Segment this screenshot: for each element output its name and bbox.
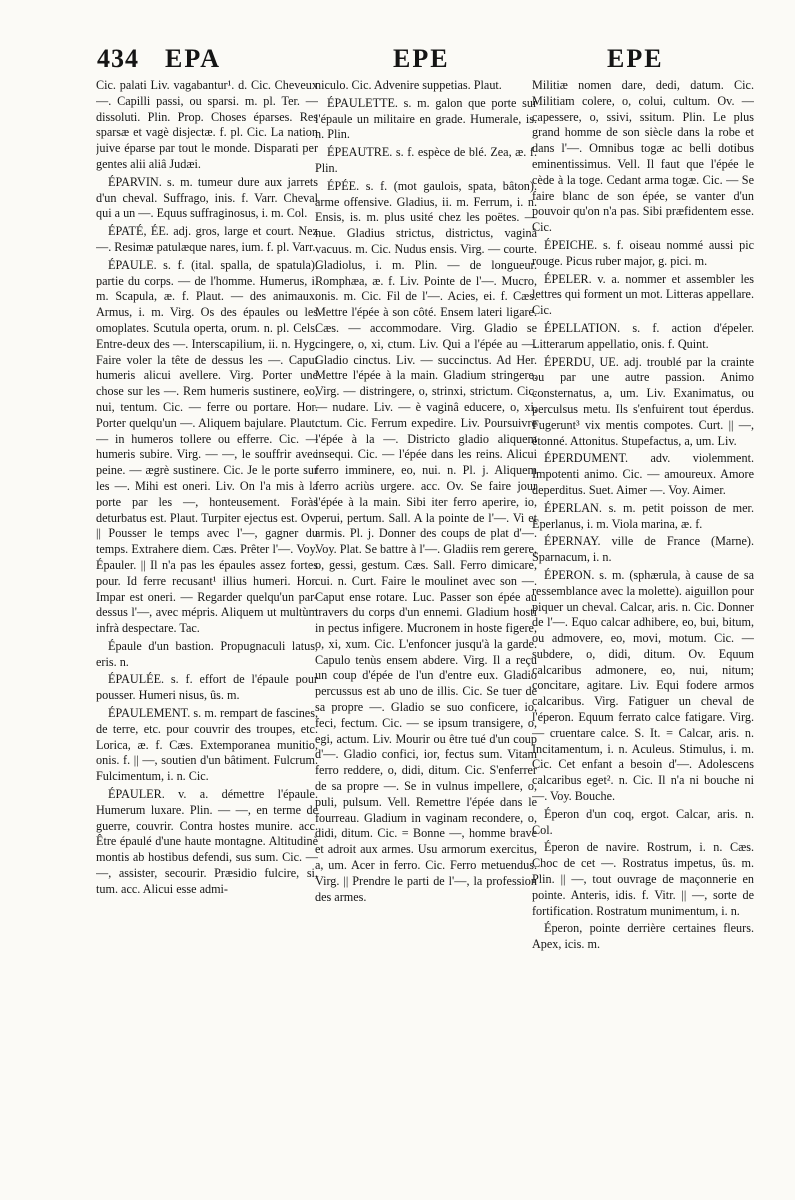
dictionary-entry: ÉPEAUTRE. s. f. espèce de blé. Zea, æ. f. Plin. [315, 145, 537, 175]
dictionary-entry: ÉPELLATION. s. f. action d'épeler. Litterarum appellatio, onis. f. Quint. [532, 320, 754, 351]
dictionary-entry: ÉPAULÉE. s. f. effort de l'épaule pour pousser. Humeri nisus, ûs. m. [96, 672, 318, 703]
column-1 [96, 78, 318, 1178]
dictionary-entry: ÉPERNAY. ville de France (Marne). Sparnacum, i. n. [532, 534, 754, 565]
dictionary-entry: ÉPÉE. s. f. (mot gaulois, spata, bâton). arme offensive. Gladius, ii. m. Ferrum, i. n. Ensis, is. m. plus usité chez les poëtes. — nue. Gladius strictus, districtus, vaginâ vacuus. m. Cic. Nudus ensis. Virg. — courte. Gladiolus, i. m. Plin. — de longueur. Romphæa, æ. f. Liv. Pointe de l'—. Mucro, onis. m. Cic. Fil de l'—. Acies, ei. f. Cæs. Mettre l'épée à son côté. Ensem lateri ligare. Cæs. — accommodare. Virg. Gladio se cingere, o, xi, ctum. Liv. Qui a l'épée au —. Gladio cinctus. Liv. — succinctus. Ad Her. Mettre l'épée à la main. Gladium stringere. Virg. — distringere, o, strinxi, strictum. Cic. — nudare. Liv. — è vaginâ educere, o, xi, ctum. Cic. Ferrum expedire. Liv. Poursuivre l'épée à la —. Districto gladio aliquem insequi. Cic. — l'épée dans les reins. Alicui ferro imminere, eo, nui. n. Pl. j. Aliquem ferro acriùs urgere. acc. Ov. Se faire jour l'épée à la main. Sibi iter ferro aperire, io, perui, pertum. Sall. A la pointe de l'—. Vi et armis. Pl. j. Donner des coups de plat d'—. Voy. Plat. Se battre à l'—. Gladiis rem gerere, o, gessi, gestum. Cæs. Sall. Ferro dimicare, cui. n. Curt. Faire le moulinet avec son —. Caput ense rotare. Luc. Passer son épée au travers du corps d'un ennemi. Gladium hosti in pectus infigere. Mucronem in hoste figere, o, xi, xum. Cic. L'enfoncer jusqu'à la garde. Capulo tenùs ensem abdere. Virg. Il a reçu un coup d'épée de l'un d'entre eux. Gladio percussus est ab uno de illis. Cic. Se tuer de sa propre —. Gladio se suo conficere, io, feci, fectum. Cic. — se ipsum transigere, o, egi, actum. Liv. Mourir ou être tué d'un coup d'—. Gladio confici, ior, fectus sum. Vitam ferro reddere, o, didi, ditum. Cic. S'enferrer de sa propre —. Se in vulnus impellere, o, puli, pulsum. Vell. Remettre l'épée dans le fourreau. Gladium in vaginam recondere, o, didi, ditum. Cic. = Bonne —, homme brave et adroit aux armes. Usu armorum exercitus, a, um. Acer in ferro. Cic. Ferro metuendus. Virg. || Prendre le parti de l'—, la profession des armes. [315, 178, 537, 904]
dictionary-entry: ÉPERDUMENT. adv. violemment. Impotenti animo. Cic. — amoureux. Amore deperditus. Suet. Aimer —. Voy. Aimer. [532, 451, 754, 497]
running-head-left: EPA [165, 44, 222, 73]
page-header [0, 44, 795, 74]
dictionary-entry: ÉPAULETTE. s. m. galon que porte sur l'épaule un militaire en grade. Humerale, is. n. Plin. [315, 95, 537, 142]
dictionary-entry: ÉPERON. s. m. (sphærula, à cause de sa ressemblance avec la molette). aiguillon pour piquer un cheval. Calcar, aris. n. Cic. Donner de l'—. Equo calcar adhibere, eo, bui, bitum, ou admovere, eo, movi, motum. Cic. — subdere, o, didi, ditum. Ov. Equum calcaribus admonere, eo, nui, nitum; concitare, agitare. Liv. Equi fodere armos calcaribus. Virg. Fatiguer un cheval de l'éperon. Equum ferrato calce fatigare. Virg. — cruentare calce. S. It. = Calcar, aris. n. Incitamentum, i. n. Aculeus. Stimulus, i. m. Cic. Cet enfant a besoin d'—. Adolescens calcaribus eget². n. Cic. Il n'a ni bouche ni —. Voy. Bouche. [532, 567, 754, 804]
dictionary-entry: ÉPATÉ, ÉE. adj. gros, large et court. Nez —. Resimæ patulæque nares, ium. f. pl. Varr. [96, 224, 318, 254]
dictionary-entry: Éperon d'un coq, ergot. Calcar, aris. n. Col. [532, 806, 754, 837]
dictionary-entry: ÉPELER. v. a. nommer et assembler les lettres qui forment un mot. Litteras appellare. Cic. [532, 271, 754, 318]
dictionary-entry: Épaule d'un bastion. Propugnaculi latus, eris. n. [96, 638, 318, 669]
dictionary-entry: ÉPEICHE. s. f. oiseau nommé aussi pic rouge. Picus ruber major, g. pici. m. [532, 237, 754, 268]
dictionary-entry: Éperon de navire. Rostrum, i. n. Cæs. Choc de cet —. Rostratus impetus, ûs. m. Plin. || —, tout ouvrage de maçonnerie en pointe. Anteris, idis. f. Vitr. || —, sorte de fortification. Rostratum munimentum, i. n. [532, 840, 754, 918]
dictionary-entry: ÉPERLAN. s. m. petit poisson de mer. Eperlanus, i. m. Viola marina, æ. f. [532, 500, 754, 531]
dictionary-entry: ÉPAULEMENT. s. m. rempart de fascines, de terre, etc. pour couvrir des troupes, etc. Lorica, æ. f. Cæs. Extemporanea munitio, onis. f. || —, soutien d'un bâtiment. Fulcrum. Fulcimentum, i. n. Cic. [96, 706, 318, 784]
dictionary-entry: ÉPERDU, UE. adj. troublé par la crainte ou par une autre passion. Animo consternatus, a, um. Liv. Exanimatus, ou perculsus metu. Ils s'enfuirent tout éperdus. Fugerunt³ vix mentis compotes. Curt. || —, étonné. Attonitus. Stupefactus, a, um. Liv. [532, 354, 754, 448]
page-number: 434 [97, 44, 139, 73]
running-head-center: EPE [393, 44, 450, 73]
column-3 [532, 78, 754, 1178]
dictionary-entry: Militiæ nomen dare, dedi, datum. Cic. Militiam colere, o, colui, cultum. Ov. — capessere, o, ssivi, ssitum. Plin. Le plus grand homme de son siècle dans la robe et dans l'—. Omnibus togæ ac belli dotibus eminentissimus. Vell. Il faut que l'épée le cède à la toge. Cedant arma togæ. Cic. — Se faire blanc de son épée, se vanter d'un pouvoir qu'on n'a pas. Sibi præfidentem esse. Cic. [532, 78, 754, 235]
dictionary-entry: ÉPARVIN. s. m. tumeur dure aux jarrets d'un cheval. Suffrago, inis. f. Varr. Cheval qui a un —. Equus suffraginosus, i. m. Col. [96, 174, 318, 221]
dictionary-entry: ÉPAULE. s. f. (ital. spalla, de spatula). partie du corps. — de l'homme. Humerus, i. m. Scapula, æ. f. Plaut. — des animaux. Armus, i. m. Virg. Os des épaules ou les omoplates. Scutula operta, orum. n. pl. Cels. Entre-deux des —. Interscapilium, ii. n. Hyg. Faire voler la tête de dessus les —. Caput humeris alicui avellere. Virg. Porter une chose sur les —. Rem humeris sustinere, eo, nui, tentum. Cic. — ferre ou portare. Hor. Porter quelqu'un —. Aliquem bajulare. Plaut. — in humeros tollere ou efferre. Cic. — humeris subire. Virg. — —, le souffrir avec peine. — ægrè sustinere. Cic. Je le porte sur les —. Mihi est oneri. Liv. On l'a mis à la porte par les —, honteusement. Foràs deturbatus est. Plaut. Turpiter ejectus est. Ov. || Pousser le temps avec l'—, gagner du temps. Extrahere diem. Cæs. Prêter l'—. Voy. Épauler. || Il n'a pas les épaules assez fortes pour. Id ferre recusant¹ illius humeri. Hor. Impar est oneri. — Regarder quelqu'un par-dessus l'—, avec mépris. Aliquem ut multùm infrà despectare. Tac. [96, 257, 318, 636]
dictionary-entry: Éperon, pointe derrière certaines fleurs. Apex, icis. m. [532, 921, 754, 952]
dictionary-entry: ÉPAULER. v. a. démettre l'épaule. Humerum luxare. Plin. — —, en terme de guerre, couvrir. Contra hostes munire. acc. Être épaulé d'une haute montagne. Altitudinè montis ab hostibus defendi, sus sum. Cic. — —, assister, secourir. Præsidio fulcire, si, tum. acc. Alicui esse admi- [96, 787, 318, 896]
dictionary-entry: Cic. palati Liv. vagabantur¹. d. Cic. Cheveux —. Capilli passi, ou sparsi. m. pl. Ter. — dissoluti. Plin. Prop. Choses éparses. Res sparsæ et vagè disjectæ. f. pl. Cic. La nation juive éparse par tout le monde. Disparati per gentes alii aliâ Judæi. [96, 78, 318, 171]
running-head-right: EPE [607, 44, 664, 73]
dictionary-entry: niculo. Cic. Advenire suppetias. Plaut. [315, 78, 502, 92]
column-2 [315, 78, 537, 1178]
